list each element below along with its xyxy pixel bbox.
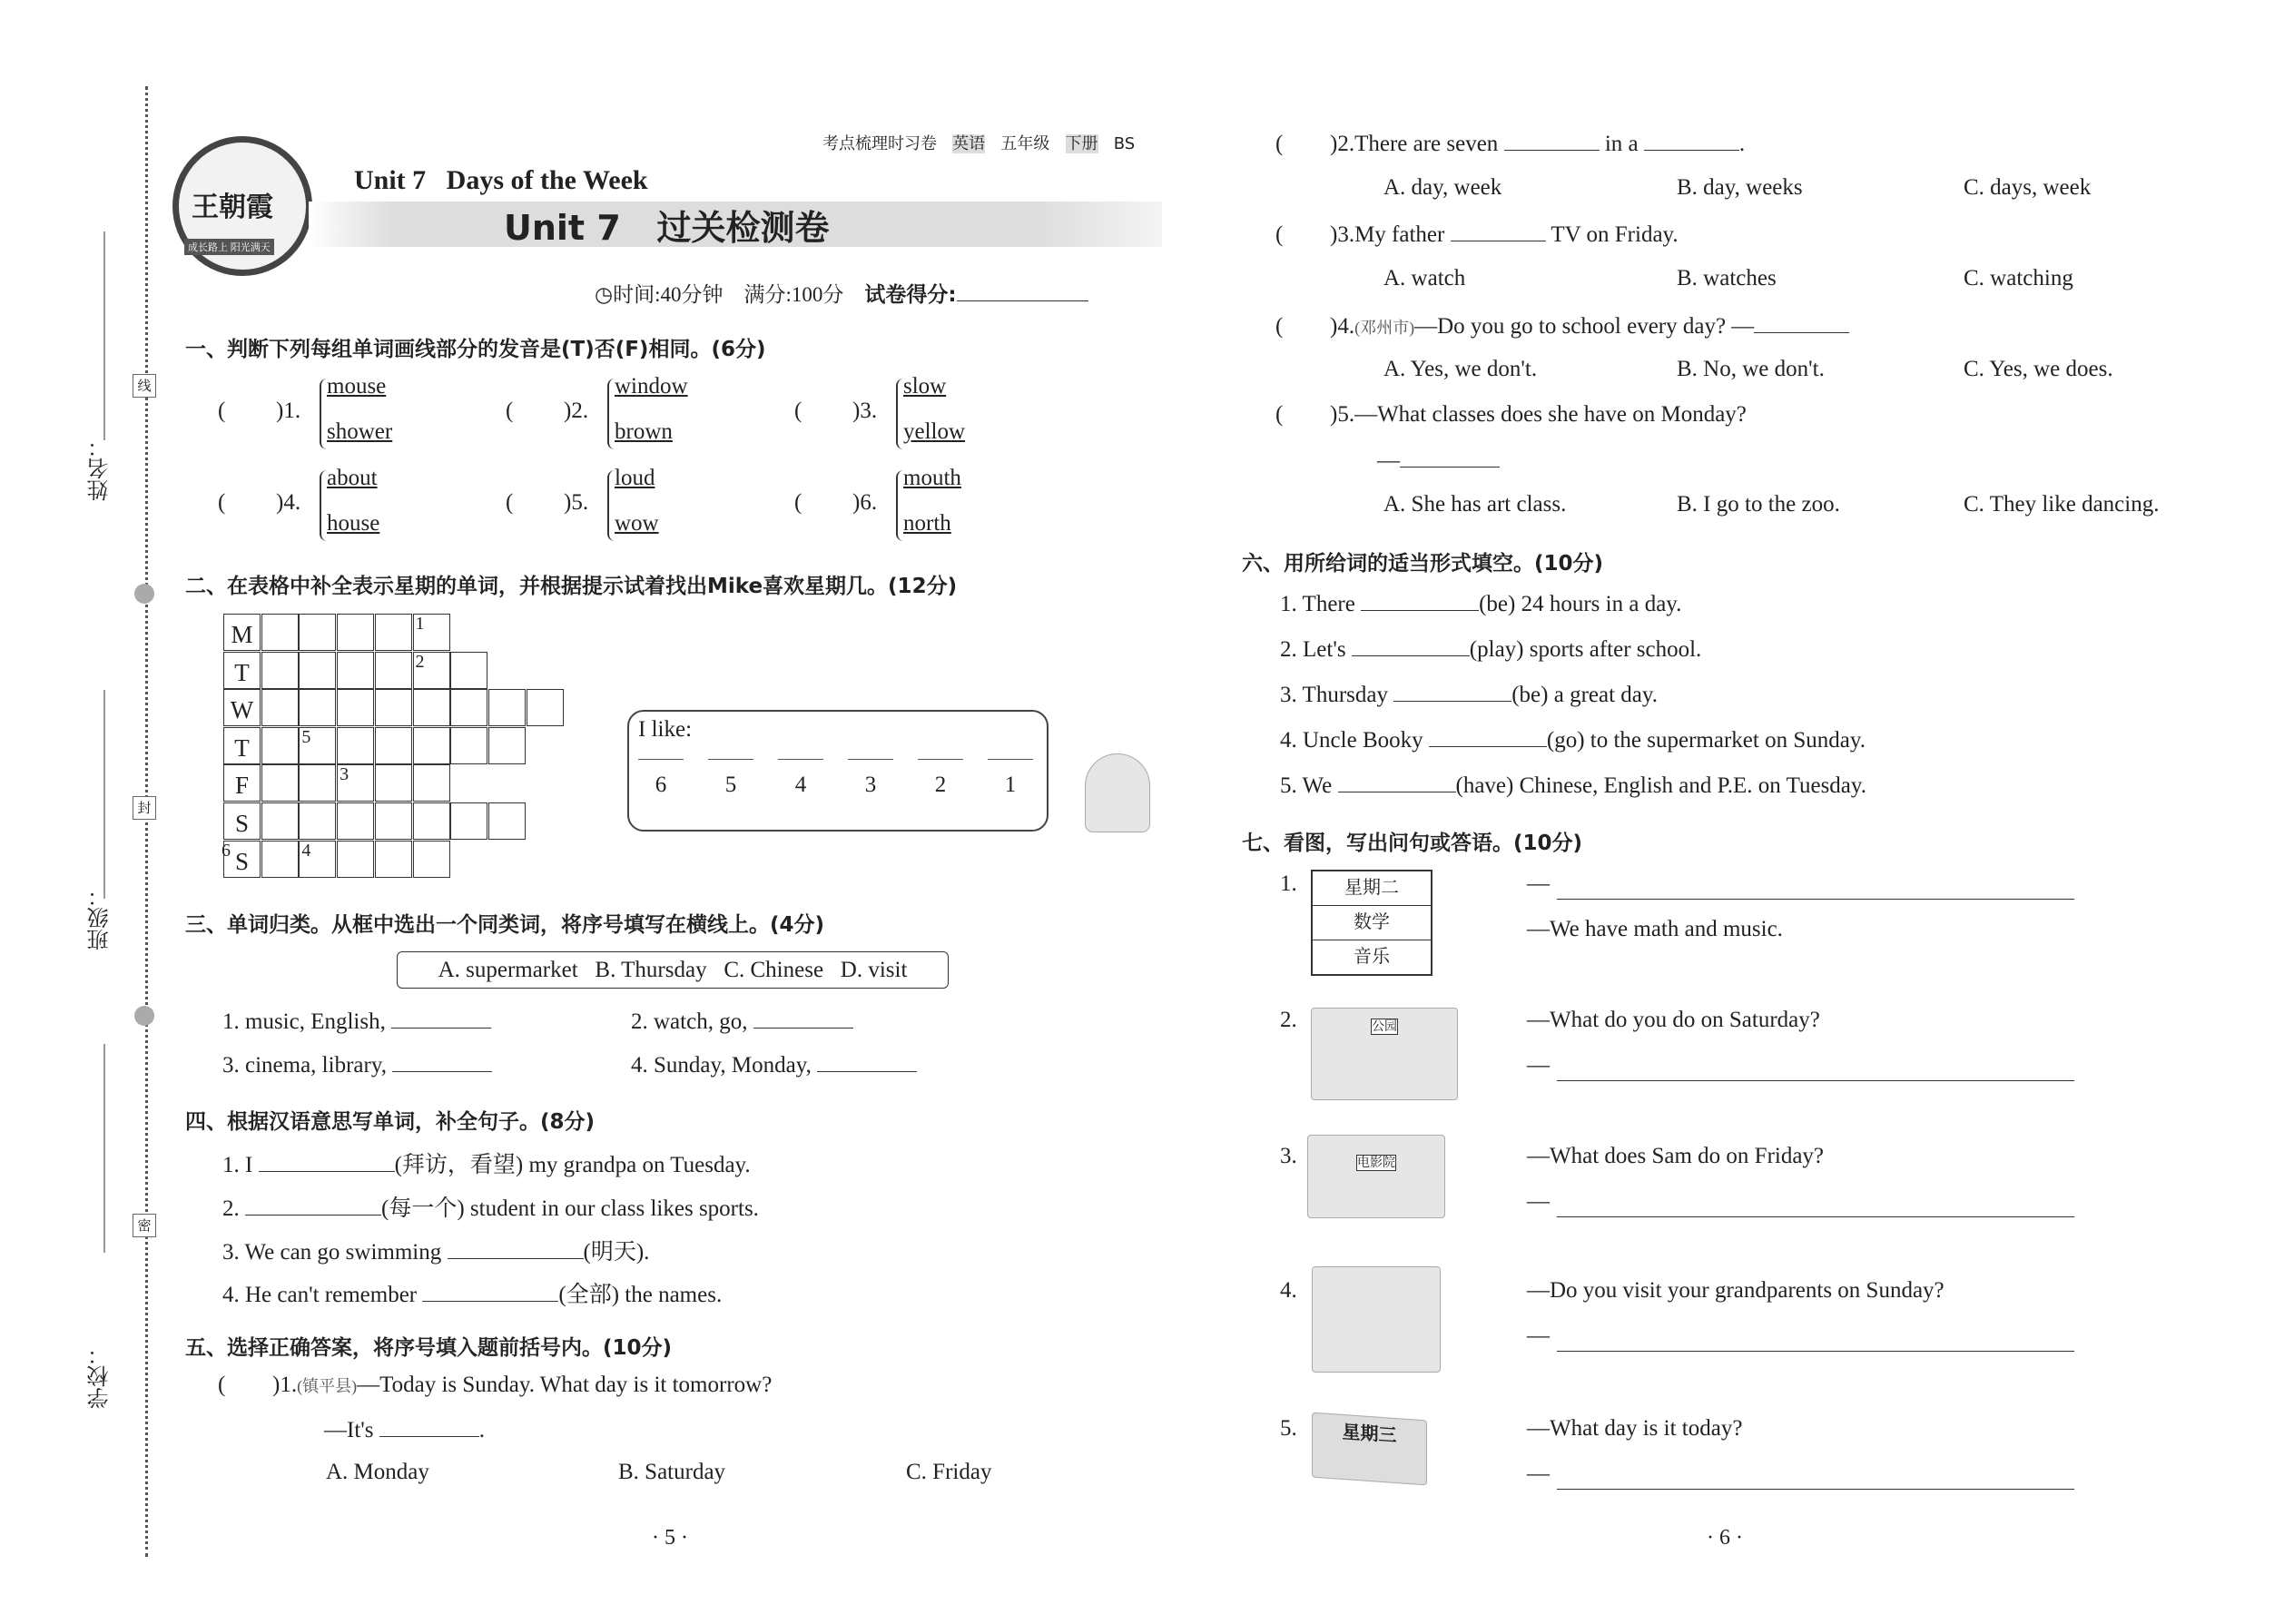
answer-paren[interactable]: (: [218, 490, 226, 515]
sentence-start: 3. Thursday: [1280, 683, 1394, 707]
unit-subtitle: Unit 7 Days of the Week: [354, 165, 648, 195]
crossword-cell[interactable]: [299, 764, 336, 802]
brand-logo: [172, 136, 312, 276]
choice-question: [1275, 221, 1679, 248]
sentence-start: 4. Uncle Booky: [1280, 728, 1429, 753]
slot-line: [778, 759, 823, 773]
answer-blank[interactable]: [1338, 772, 1456, 792]
slot-line: [918, 759, 963, 773]
fill-item: [1280, 772, 1866, 799]
crossword-cell[interactable]: [450, 689, 487, 726]
fill-item: [1280, 681, 1658, 708]
sentence-end: the names.: [619, 1283, 723, 1307]
crossword-cell[interactable]: [527, 689, 564, 726]
crossword-cell[interactable]: [450, 652, 487, 689]
crossword-cell[interactable]: [261, 841, 299, 878]
word-b: brown: [615, 419, 673, 444]
dialogue-line-1: —What do you do on Saturday?: [1527, 1008, 1820, 1032]
grandparents-illustration: [1312, 1266, 1441, 1373]
answer-slot[interactable]: [708, 759, 753, 798]
name-line: [103, 231, 105, 440]
slot-number: 6: [655, 773, 667, 797]
item-number: 3.: [1280, 1144, 1297, 1168]
answer-blank[interactable]: [245, 1195, 381, 1216]
word-hint: (拜访，看望): [394, 1153, 524, 1177]
answer-blank[interactable]: [379, 1416, 479, 1437]
answer-blank[interactable]: [1429, 726, 1547, 747]
score-field[interactable]: [957, 281, 1088, 301]
answer-option: A. watch: [1383, 266, 1466, 290]
bubble-label: I like:: [638, 717, 693, 742]
slot-number: 1: [1004, 773, 1017, 797]
school-label: 学校：: [87, 1343, 113, 1409]
crossword-cell[interactable]: [299, 614, 336, 651]
crossword-cell[interactable]: [375, 652, 412, 689]
crossword-letter-cell: S: [223, 802, 261, 840]
answer-blank[interactable]: [422, 1281, 558, 1302]
fill-item: [222, 1147, 751, 1179]
item-number: 5.: [1280, 1416, 1297, 1441]
answer-paren[interactable]: (: [1275, 132, 1284, 156]
crossword-letter-cell: F: [223, 764, 261, 802]
answer-line: [324, 1416, 485, 1443]
pronunciation-item: [506, 466, 742, 552]
crossword-cell[interactable]: [337, 689, 374, 726]
item-number: 2.: [1280, 1008, 1297, 1032]
classify-words: 1. music, English,: [222, 1009, 392, 1034]
sentence-end: my grandpa on Tuesday.: [523, 1153, 751, 1177]
answer-blank[interactable]: [391, 1008, 491, 1029]
crossword-letter-cell: T: [223, 652, 261, 689]
calendar-illustration: [1312, 1412, 1427, 1486]
crossword-cell[interactable]: [488, 689, 526, 726]
answer-line[interactable]: [1557, 1060, 2074, 1081]
answer-option: C. watching: [1964, 266, 2073, 290]
dialogue-line-2: —: [1527, 1324, 1550, 1348]
answer-slot[interactable]: [988, 759, 1033, 798]
question-text: —Today is Sunday. What day is it tomorrow?: [357, 1373, 773, 1397]
brace: [320, 379, 327, 449]
boy-illustration: [1085, 753, 1150, 832]
word-hint: (have): [1455, 773, 1514, 798]
park-sign: 公园: [1372, 1019, 1397, 1034]
answer-option: B. day, weeks: [1677, 175, 1803, 200]
seal-seal-mark: 封: [133, 796, 156, 820]
choice-question: [218, 1373, 772, 1398]
dialogue-line-2: —: [1527, 1189, 1550, 1214]
question-number: )5.: [1330, 402, 1355, 427]
crossword-clue-number: 5: [301, 726, 311, 747]
timetable-day: 星期二: [1313, 871, 1431, 906]
word-a: slow: [903, 374, 947, 399]
section-6-title: 六、用所给词的适当形式填空。(10分): [1242, 552, 1604, 576]
crossword-cell[interactable]: [413, 764, 450, 802]
word-b: yellow: [903, 419, 966, 444]
word-hint: (每一个): [381, 1196, 465, 1221]
sentence-end: a great day.: [1548, 683, 1659, 707]
fill-item: [222, 1190, 759, 1223]
pronunciation-item: [218, 374, 454, 460]
crossword-cell[interactable]: [375, 764, 412, 802]
word-b: wow: [615, 511, 659, 536]
item-number: )2.: [564, 399, 589, 423]
choice-question: [1275, 130, 1745, 157]
clock-icon: ◷: [595, 283, 614, 306]
item-number: 1.: [1280, 871, 1297, 896]
sentence-end: to the supermarket on Sunday.: [1584, 728, 1866, 753]
section-7-title: 七、看图，写出问句或答语。(10分): [1242, 832, 1583, 855]
answer-line[interactable]: [1557, 879, 2074, 900]
answer-slot[interactable]: [778, 759, 823, 798]
question-number: )3.: [1330, 222, 1355, 247]
score-label: 试卷得分:: [864, 283, 957, 307]
brace: [607, 470, 615, 541]
question-number: )4.: [1330, 314, 1355, 339]
answer-blank[interactable]: [1754, 312, 1849, 333]
item-number: )1.: [276, 399, 301, 423]
sentence-start: 1. I: [222, 1153, 259, 1177]
choice-question: [1275, 402, 1747, 428]
dialogue-line-1: —Do you visit your grandparents on Sunday?: [1527, 1278, 1944, 1303]
classify-words: 4. Sunday, Monday,: [631, 1053, 818, 1078]
header-series: [822, 131, 1135, 154]
dialogue-line-2: —We have math and music.: [1527, 917, 1783, 941]
crossword-cell[interactable]: [375, 802, 412, 840]
fill-item: [222, 1234, 649, 1266]
brace: [896, 379, 903, 449]
timetable-subject: 音乐: [1354, 947, 1390, 967]
answer-option: B. Saturday: [618, 1460, 726, 1484]
school-line: [103, 1044, 105, 1253]
crossword-clue-number: 1: [415, 614, 425, 634]
exam-info: [595, 278, 1088, 308]
brace: [607, 379, 615, 449]
speech-bubble: [627, 710, 1049, 832]
word-hint: (be): [1479, 592, 1516, 616]
grade-label: 五年级: [1000, 134, 1050, 153]
word-a: mouse: [327, 374, 387, 399]
answer-paren[interactable]: (: [1275, 222, 1284, 247]
classify-item: [631, 1051, 917, 1078]
answer-option: A. day, week: [1383, 175, 1502, 200]
item-number: )5.: [564, 490, 589, 515]
answer-blank[interactable]: [259, 1151, 395, 1172]
crossword-cell[interactable]: [413, 727, 450, 764]
class-label: 班级：: [87, 885, 113, 950]
answer-blank[interactable]: [817, 1051, 917, 1072]
answer-option: C. Yes, we does.: [1964, 357, 2113, 381]
fill-item: [222, 1276, 722, 1309]
name-label: 姓名：: [87, 436, 113, 501]
crossword-cell[interactable]: [261, 652, 299, 689]
question-text: —What classes does she have on Monday?: [1354, 402, 1747, 427]
sentence-end: student in our class likes sports.: [464, 1196, 759, 1221]
answer-blank[interactable]: [1393, 681, 1511, 702]
question-number: )2.: [1330, 132, 1355, 156]
answer-blank[interactable]: [1504, 130, 1600, 151]
crossword-letter-cell: M: [223, 614, 261, 651]
answer-line: [1377, 447, 1500, 474]
slot-number: 2: [934, 773, 947, 797]
item-number: 4.: [1280, 1278, 1297, 1303]
page-number-right: · 6 ·: [1707, 1526, 1743, 1550]
dialogue-line-1: —What does Sam do on Friday?: [1527, 1144, 1825, 1168]
item-number: )4.: [276, 490, 301, 515]
park-family-illustration: [1311, 1008, 1458, 1100]
answer-blank[interactable]: [1400, 447, 1500, 468]
answer-blank[interactable]: [392, 1051, 492, 1072]
answer-option: C. Friday: [906, 1460, 992, 1484]
question-number: )1.: [272, 1373, 298, 1397]
crossword-cell[interactable]: [261, 764, 299, 802]
sentence-start: 3. We can go swimming: [222, 1240, 448, 1265]
page-title: Unit 7 过关检测卷: [504, 208, 830, 248]
slot-number: 4: [794, 773, 807, 797]
logo-text: 王朝霞: [192, 192, 273, 223]
answer-blank[interactable]: [1451, 221, 1546, 241]
fill-item: [1280, 635, 1701, 663]
classify-item: [222, 1008, 491, 1035]
answer-paren[interactable]: (: [218, 399, 226, 423]
word-b: house: [327, 511, 380, 536]
logo-slogan: 成长路上 阳光满天: [184, 239, 274, 255]
crossword-cell[interactable]: [337, 841, 374, 878]
full-score-label: 满分:100分: [743, 283, 844, 306]
crossword-cell[interactable]: [337, 614, 374, 651]
crossword-clue-number: 6: [222, 840, 231, 861]
answer-slot[interactable]: [848, 759, 893, 798]
slot-line: [708, 759, 753, 773]
crossword-cell[interactable]: [488, 727, 526, 764]
answer-slot[interactable]: [638, 759, 684, 798]
question-text-end: TV on Friday.: [1545, 222, 1679, 247]
word-options-box: A. supermarket B. Thursday C. Chinese D. visit: [397, 951, 949, 989]
crossword-cell[interactable]: [375, 727, 412, 764]
word-hint: (全部): [558, 1283, 620, 1307]
answer-line[interactable]: [1557, 1469, 2074, 1490]
crossword-letter-cell: S: [223, 841, 261, 878]
classify-words: 3. cinema, library,: [222, 1053, 393, 1078]
slot-number: 3: [864, 773, 877, 797]
brace: [896, 470, 903, 541]
section-5-title: 五、选择正确答案，将序号填入题前括号内。(10分): [185, 1336, 673, 1360]
subject-label: 英语: [952, 134, 986, 153]
classify-item: [631, 1008, 853, 1035]
item-number: )3.: [852, 399, 878, 423]
crossword-cell[interactable]: [413, 689, 450, 726]
answer-line[interactable]: [1557, 1331, 2074, 1352]
answer-option: B. watches: [1677, 266, 1777, 290]
crossword-cell[interactable]: [337, 727, 374, 764]
answer-option: B. I go to the zoo.: [1677, 492, 1840, 517]
question-text: My father: [1354, 222, 1451, 247]
answer-prefix: —: [1377, 448, 1400, 473]
sentence-start: 5. We: [1280, 773, 1338, 798]
pronunciation-item: [506, 374, 742, 460]
section-1-title: 一、判断下列每组单词画线部分的发音是(T)否(F)相同。(6分): [185, 338, 766, 361]
crossword-cell[interactable]: [299, 802, 336, 840]
answer-paren[interactable]: (: [794, 490, 802, 515]
crossword-letter-cell: W: [223, 689, 261, 726]
sentence-end: 24 hours in a day.: [1515, 592, 1682, 616]
answer-blank[interactable]: [1352, 635, 1470, 656]
edition-label: BS: [1113, 134, 1136, 153]
crossword-cell[interactable]: [337, 802, 374, 840]
timetable: [1311, 870, 1433, 976]
section-3-title: 三、单词归类。从框中选出一个同类词，将序号填写在横线上。(4分): [185, 913, 825, 937]
word-hint: (play): [1469, 637, 1524, 662]
answer-blank[interactable]: [753, 1008, 853, 1029]
sentence-start: 4. He can't remember: [222, 1283, 423, 1307]
binding-dotted-line: [145, 86, 148, 1557]
dialogue-line-2: —: [1527, 1053, 1550, 1078]
section-2-title: 二、在表格中补全表示星期的单词，并根据提示试着找出Mike喜欢星期几。(12分): [185, 575, 958, 598]
answer-paren[interactable]: (: [218, 1373, 226, 1397]
choice-question: [1275, 312, 1849, 340]
dialogue-line-1: —: [1527, 871, 1550, 896]
answer-line[interactable]: [1557, 1196, 2074, 1217]
pronunciation-item: [794, 374, 1030, 460]
classify-item: [222, 1051, 492, 1078]
crossword-cell[interactable]: [299, 689, 336, 726]
class-line: [103, 690, 105, 899]
word-a: window: [615, 374, 688, 399]
crossword-cell[interactable]: [261, 727, 299, 764]
word-a: loud: [615, 466, 655, 490]
answer-option: C. They like dancing.: [1964, 492, 2160, 517]
crossword-cell[interactable]: [261, 802, 299, 840]
calendar-day: 星期三: [1342, 1420, 1397, 1447]
crossword-cell[interactable]: [299, 652, 336, 689]
answer-option: A. Yes, we don't.: [1383, 357, 1538, 381]
question-source: (镇平县): [297, 1377, 358, 1395]
answer-slot[interactable]: [918, 759, 963, 798]
cinema-illustration: [1307, 1135, 1445, 1218]
crossword-cell[interactable]: [261, 689, 299, 726]
answer-paren[interactable]: (: [1275, 314, 1284, 339]
crossword-clue-number: 3: [340, 764, 350, 785]
crossword-cell[interactable]: [450, 727, 487, 764]
sentence-start: 2. Let's: [1280, 637, 1352, 662]
crossword-cell[interactable]: [375, 841, 412, 878]
word-hint: (go): [1546, 728, 1585, 753]
answer-option: A. She has art class.: [1383, 492, 1567, 517]
crossword-cell[interactable]: [375, 614, 412, 651]
crossword-cell[interactable]: [413, 841, 450, 878]
sentence-start: 2.: [222, 1196, 245, 1221]
pronunciation-item: [794, 466, 1030, 552]
fill-item: [1280, 590, 1681, 617]
series-label: 考点梳理时习卷: [822, 134, 937, 153]
seal-line-mark: 线: [133, 374, 156, 398]
answer-paren[interactable]: (: [506, 399, 514, 423]
item-number: )6.: [852, 490, 878, 515]
section-4-title: 四、根据汉语意思写单词，补全句子。(8分): [185, 1110, 596, 1134]
volume-label: 下册: [1065, 134, 1098, 153]
seal-secret-mark: 密: [133, 1214, 156, 1237]
classify-words: 2. watch, go,: [631, 1009, 753, 1034]
swirl-icon: [134, 1006, 154, 1026]
crossword-clue-number: 2: [415, 651, 425, 672]
crossword-cell[interactable]: [413, 802, 450, 840]
crossword-cell[interactable]: [488, 802, 526, 840]
word-b: shower: [327, 419, 393, 444]
answer-blank[interactable]: [448, 1238, 584, 1259]
sentence-end: .: [644, 1240, 650, 1265]
page-number-left: · 5 ·: [652, 1526, 688, 1550]
slot-line: [988, 759, 1033, 773]
answer-blank[interactable]: [1644, 130, 1739, 151]
question-text: —Do you go to school every day? —: [1414, 314, 1755, 339]
crossword-cell[interactable]: [450, 802, 487, 840]
crossword-letter-cell: T: [223, 727, 261, 764]
answer-option: B. No, we don't.: [1677, 357, 1825, 381]
answer-option: A. Monday: [326, 1460, 429, 1484]
answer-prefix: —It's: [324, 1418, 379, 1442]
question-text-mid: in a: [1599, 132, 1644, 156]
sentence-end: Chinese, English and P.E. on Tuesday.: [1513, 773, 1867, 798]
sentence-start: 1. There: [1280, 592, 1362, 616]
period: .: [478, 1418, 486, 1442]
word-a: mouth: [903, 466, 961, 490]
word-a: about: [327, 466, 378, 490]
question-text: There are seven: [1354, 132, 1504, 156]
brace: [320, 470, 327, 541]
slot-number: 5: [724, 773, 737, 797]
crossword-cell[interactable]: [375, 689, 412, 726]
sentence-end: sports after school.: [1523, 637, 1702, 662]
crossword-cell[interactable]: [337, 652, 374, 689]
question-source: (邓州市): [1354, 319, 1415, 337]
cinema-sign: 电影院: [1357, 1156, 1395, 1170]
word-hint: (be): [1511, 683, 1549, 707]
dialogue-line-2: —: [1527, 1462, 1550, 1486]
crossword-clue-number: 4: [301, 840, 311, 861]
question-text-end: .: [1738, 132, 1746, 156]
fill-item: [1280, 726, 1866, 753]
answer-option: C. days, week: [1964, 175, 2092, 200]
dialogue-line-1: —What day is it today?: [1527, 1416, 1743, 1441]
answer-paren[interactable]: (: [506, 490, 514, 515]
timetable-subject: 数学: [1313, 906, 1431, 940]
swirl-icon: [134, 584, 154, 604]
time-label: 时间:40分钟: [613, 283, 724, 306]
slot-line: [848, 759, 893, 773]
pronunciation-item: [218, 466, 454, 552]
word-b: north: [903, 511, 951, 536]
answer-paren[interactable]: (: [794, 399, 802, 423]
answer-blank[interactable]: [1361, 590, 1479, 611]
answer-paren[interactable]: (: [1275, 402, 1284, 427]
word-hint: (明天): [583, 1240, 645, 1265]
crossword-cell[interactable]: [261, 614, 299, 651]
slot-line: [638, 759, 684, 773]
